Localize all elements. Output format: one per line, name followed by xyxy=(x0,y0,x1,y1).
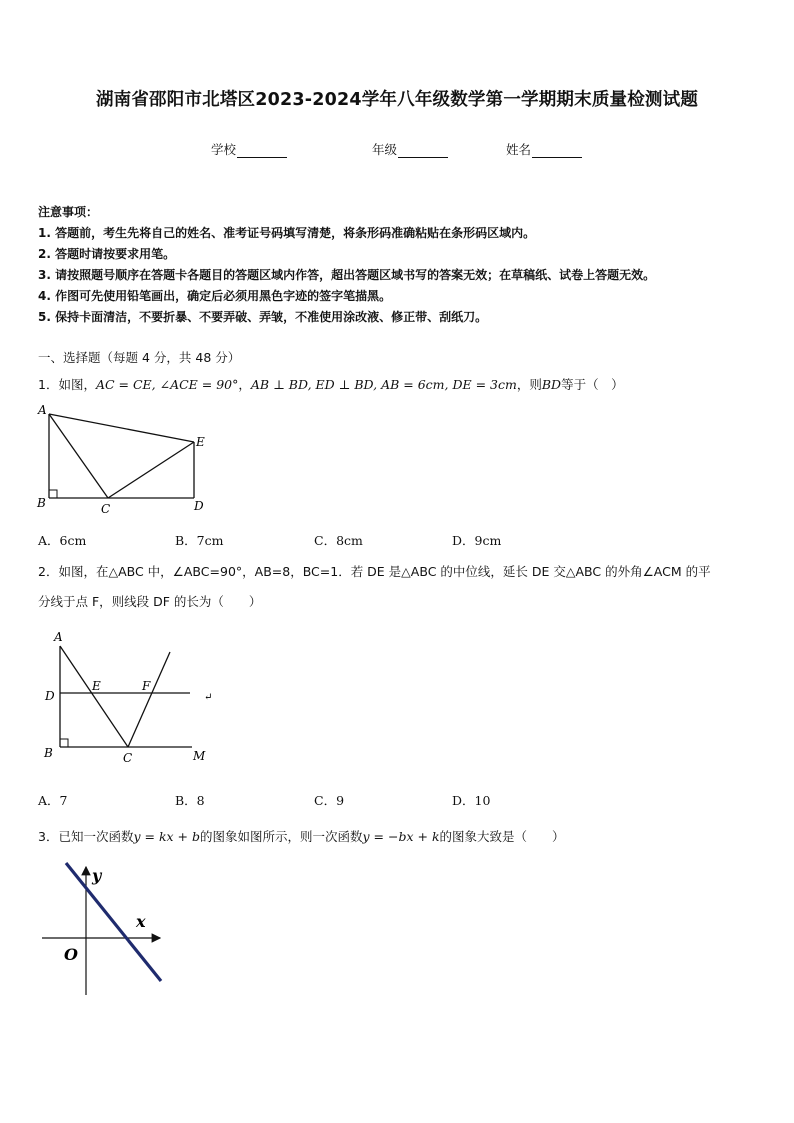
question-2-line-1: 2．如图，在△ABC 中，∠ABC=90°，AB=8，BC=1．若 DE 是△ABC 的中位线，延长 DE 交△ABC 的外角∠ACM 的平 xyxy=(38,564,711,579)
q1-condition-2: AB ⊥ BD, ED ⊥ BD, AB = 6cm, DE = 3cm xyxy=(250,377,517,392)
school-label: 学校 xyxy=(211,142,237,157)
q1-label-d: D xyxy=(194,499,204,513)
q2-option-a[interactable]: A．7 xyxy=(38,793,68,808)
q2-label-d: D xyxy=(45,689,55,703)
q1-label-e: E xyxy=(196,435,205,449)
q1-condition-1: AC = CE, ∠ACE = 90° xyxy=(95,377,239,392)
q3-label-origin: O xyxy=(64,945,78,964)
note-item: 1. 答题前，考生先将自己的姓名、准考证号码填写清楚，将条形码准确粘贴在条形码区域内。 xyxy=(38,226,536,240)
q2-return-mark: ↵ xyxy=(204,692,213,703)
note-item: 3. 请按照题号顺序在答题卡各题目的答题区域内作答，超出答题区域书写的答案无效；在草稿纸、试卷上答题无效。 xyxy=(38,268,656,282)
q3-label-y: y xyxy=(92,866,102,885)
q2-option-d[interactable]: D．10 xyxy=(452,793,491,808)
grade-label: 年级 xyxy=(372,142,398,157)
q2-option-b[interactable]: B．8 xyxy=(175,793,205,808)
q2-figure xyxy=(36,628,226,768)
q2-label-m: M xyxy=(193,749,206,763)
q2-label-b: B xyxy=(44,746,53,760)
name-label: 姓名 xyxy=(506,142,532,157)
page-title: 湖南省邵阳市北塔区2023-2024学年八年级数学第一学期期末质量检测试题 xyxy=(95,90,699,110)
grade-blank[interactable] xyxy=(398,144,448,158)
notes-heading: 注意事项： xyxy=(38,205,99,219)
q3-figure xyxy=(36,855,171,1005)
q3-function-2: y = −bx + k xyxy=(362,829,440,844)
q2-label-e: E xyxy=(92,679,101,693)
q1-option-c[interactable]: C．8cm xyxy=(314,533,363,548)
question-3-text: 3．已知一次函数y = kx + b的图象如图所示，则一次函数y = −bx + k的图象大致是（ ） xyxy=(38,829,565,844)
q1-label-a: A xyxy=(38,403,47,417)
q3-function-1: y = kx + b xyxy=(133,829,200,844)
q1-option-b[interactable]: B．7cm xyxy=(175,533,224,548)
name-field[interactable] xyxy=(506,140,582,158)
note-item: 4. 作图可先使用铅笔画出，确定后必须用黑色字迹的签字笔描黑。 xyxy=(38,289,392,303)
q1-figure xyxy=(34,400,214,515)
school-field[interactable] xyxy=(211,140,287,158)
q2-label-f: F xyxy=(142,679,151,693)
grade-field[interactable] xyxy=(372,140,448,158)
note-item: 5. 保持卡面清洁，不要折暴、不要弄破、弄皱，不准使用涂改液、修正带、刮纸刀。 xyxy=(38,310,488,324)
q3-label-x: x xyxy=(136,912,146,931)
section-heading: 一、选择题（每题 4 分，共 48 分） xyxy=(38,350,241,365)
q1-label-b: B xyxy=(37,496,46,510)
q1-label-c: C xyxy=(101,502,111,515)
question-1-text: 1．如图，AC = CE, ∠ACE = 90°，AB ⊥ BD, ED ⊥ BD, AB = 6cm, DE = 3cm，则BD等于（ ） xyxy=(38,377,624,392)
question-2-line-2: 分线于点 F，则线段 DF 的长为（ ） xyxy=(38,594,262,609)
q1-option-a[interactable]: A．6cm xyxy=(38,533,87,548)
q2-option-c[interactable]: C．9 xyxy=(314,793,345,808)
q1-option-d[interactable]: D．9cm xyxy=(452,533,502,548)
q2-label-c: C xyxy=(123,751,133,765)
q2-label-a: A xyxy=(54,630,63,644)
school-blank[interactable] xyxy=(237,144,287,158)
name-blank[interactable] xyxy=(532,144,582,158)
note-item: 2. 答题时请按要求用笔。 xyxy=(38,247,176,261)
q1-target: BD xyxy=(541,377,562,392)
